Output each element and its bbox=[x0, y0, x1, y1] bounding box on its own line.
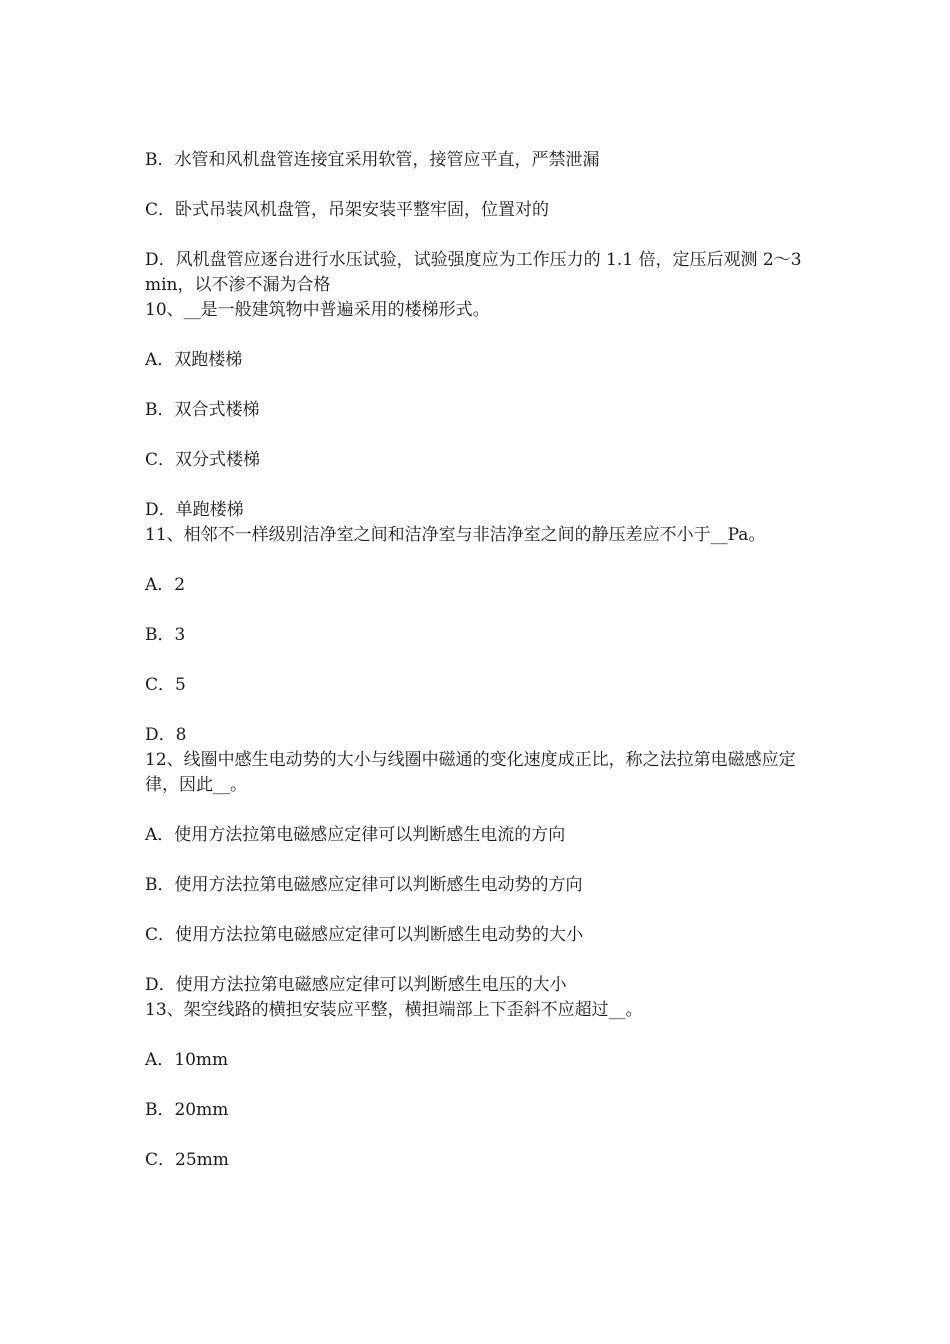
q10-option-b: B．双合式楼梯 bbox=[145, 400, 260, 420]
q13-question: 13、架空线路的横担安装应平整，横担端部上下歪斜不应超过__。 bbox=[145, 1000, 643, 1020]
q9-option-b: B．水管和风机盘管连接宜采用软管，接管应平直，严禁泄漏 bbox=[145, 150, 600, 170]
document-body bbox=[145, 148, 813, 1173]
q11-question: 11、相邻不一样级别洁净室之间和洁净室与非洁净室之间的静压差应不小于__Pa。 bbox=[145, 525, 766, 545]
q13-option-a: A．10mm bbox=[145, 1050, 229, 1070]
q11-option-d: D．8 bbox=[145, 725, 187, 745]
q12-option-d: D．使用方法拉第电磁感应定律可以判断感生电压的大小 bbox=[145, 975, 567, 995]
q13-option-b: B．20mm bbox=[145, 1100, 229, 1120]
q9-option-d: D．风机盘管应逐台进行水压试验，试验强度应为工作压力的 1.1 倍，定压后观测 2～3min，以不渗不漏为合格 bbox=[145, 250, 802, 295]
q12-question: 12、线圈中感生电动势的大小与线圈中磁通的变化速度成正比，称之法拉第电磁感应定律，因此__。 bbox=[145, 750, 796, 795]
q10-option-a: A．双跑楼梯 bbox=[145, 350, 243, 370]
q12-option-c: C．使用方法拉第电磁感应定律可以判断感生电动势的大小 bbox=[145, 925, 584, 945]
q9-option-c: C．卧式吊装风机盘管，吊架安装平整牢固，位置对的 bbox=[145, 200, 550, 220]
q11-option-c: C．5 bbox=[145, 675, 186, 695]
q10-option-d: D．单跑楼梯 bbox=[145, 500, 244, 520]
q13-option-c: C．25mm bbox=[145, 1150, 229, 1170]
q11-option-a: A．2 bbox=[145, 575, 186, 595]
q10-option-c: C．双分式楼梯 bbox=[145, 450, 261, 470]
q11-option-b: B．3 bbox=[145, 625, 186, 645]
q12-option-b: B．使用方法拉第电磁感应定律可以判断感生电动势的方向 bbox=[145, 875, 583, 895]
q12-option-a: A．使用方法拉第电磁感应定律可以判断感生电流的方向 bbox=[145, 825, 566, 845]
q10-question: 10、__是一般建筑物中普遍采用的楼梯形式。 bbox=[145, 300, 490, 320]
